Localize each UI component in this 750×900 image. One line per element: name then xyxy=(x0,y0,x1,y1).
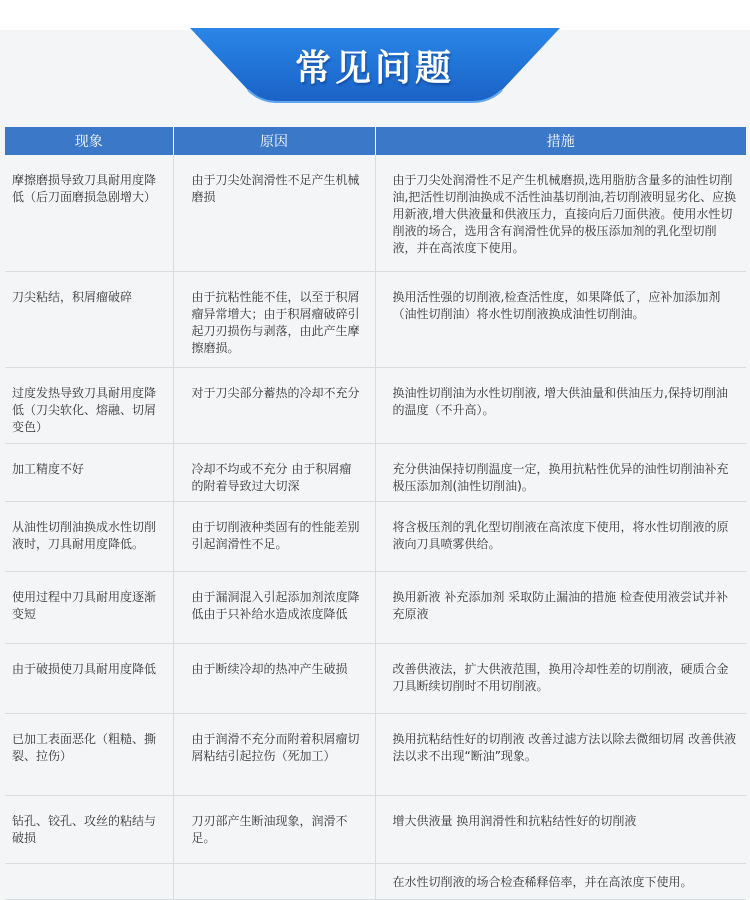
table-row xyxy=(5,571,746,643)
table-row xyxy=(5,795,746,863)
measure-cell: 换用活性强的切削液,检查活性度，如果降低了，应补加添加剂（油性切削油）将水性切削液换成油性切削油。 xyxy=(375,271,746,367)
phenomenon-cell: 加工精度不好 xyxy=(5,443,173,501)
measure-cell: 换用抗粘结性好的切削液 改善过滤方法以除去微细切屑 改善供液法以求不出现“断油”现象。 xyxy=(375,713,746,795)
measure-cell: 改善供液法，扩大供液范围，换用冷却性差的切削液，硬质合金刀具断续切削时不用切削液。 xyxy=(375,643,746,713)
cause-cell xyxy=(173,863,375,899)
table-row xyxy=(5,643,746,713)
measure-cell: 换用新液 补充添加剂 采取防止漏油的措施 检查使用液尝试并补充原液 xyxy=(375,571,746,643)
cause-cell: 由于刀尖处润滑性不足产生机械磨损 xyxy=(173,155,375,271)
measure-cell: 换油性切削油为水性切削液, 增大供油量和供油压力,保持切削油的温度（不升高）。 xyxy=(375,367,746,443)
title-banner xyxy=(190,28,560,110)
cause-cell: 由于抗粘性能不佳，以至于积屑瘤异常增大；由于积屑瘤破碎引起刀刃损伤与剥落，由此产生摩擦磨损。 xyxy=(173,271,375,367)
cause-cell: 由于润滑不充分而附着积屑瘤切屑粘结引起拉伤（死加工） xyxy=(173,713,375,795)
phenomenon-cell: 使用过程中刀具耐用度逐渐变短 xyxy=(5,571,173,643)
table-row xyxy=(5,443,746,501)
table-row xyxy=(5,367,746,443)
page-title: 常见问题 xyxy=(294,48,455,89)
phenomenon-cell: 已加工表面恶化（粗糙、撕裂、拉伤） xyxy=(5,713,173,795)
table-row xyxy=(5,863,746,899)
column-header-phenomenon: 现象 xyxy=(5,127,173,155)
table-row xyxy=(5,501,746,571)
measure-cell: 充分供油保持切削温度一定，换用抗粘性优异的油性切削油补充极压添加剂(油性切削油)。 xyxy=(375,443,746,501)
measure-cell: 将含极压剂的乳化型切削液在高浓度下使用，将水性切削液的原液向刀具喷雾供给。 xyxy=(375,501,746,571)
cause-cell: 冷却不均或不充分 由于积屑瘤的附着导致过大切深 xyxy=(173,443,375,501)
table-row xyxy=(5,271,746,367)
table-header-row xyxy=(5,127,746,155)
cause-cell: 对于刀尖部分蓄热的冷却不充分 xyxy=(173,367,375,443)
measure-cell: 在水性切削液的场合检查稀释倍率，并在高浓度下使用。 xyxy=(375,863,746,899)
phenomenon-cell: 钻孔、铰孔、攻丝的粘结与破损 xyxy=(5,795,173,863)
cause-cell: 由于切削液种类固有的性能差别引起润滑性不足。 xyxy=(173,501,375,571)
phenomenon-cell: 刀尖粘结，积屑瘤破碎 xyxy=(5,271,173,367)
measure-cell: 增大供液量 换用润滑性和抗粘结性好的切削液 xyxy=(375,795,746,863)
faq-table xyxy=(5,127,746,900)
column-header-measure: 措施 xyxy=(375,127,746,155)
phenomenon-cell: 过度发热导致刀具耐用度降低（刀尖软化、熔融、切屑变色） xyxy=(5,367,173,443)
cause-cell: 由于断续冷却的热冲产生破损 xyxy=(173,643,375,713)
table-row xyxy=(5,713,746,795)
top-white-strip xyxy=(0,0,750,30)
table-row xyxy=(5,155,746,271)
cause-cell: 由于漏洞混入引起添加剂浓度降低由于只补给水造成浓度降低 xyxy=(173,571,375,643)
cause-cell: 刀刃部产生断油现象，润滑不足。 xyxy=(173,795,375,863)
phenomenon-cell: 从油性切削油换成水性切削液时，刀具耐用度降低。 xyxy=(5,501,173,571)
measure-cell: 由于刀尖处润滑性不足产生机械磨损,选用脂肪含量多的油性切削油,把活性切削油换成不活性油基切削油,若切削液明显劣化、应换用新液,增大供液量和供液压力，直接向后刀面供液。使用水性切削液的场合，选用含有润滑性优异的极压添加剂的乳化型切削液，并在高浓度下使用。 xyxy=(375,155,746,271)
phenomenon-cell: 摩擦磨损导致刀具耐用度降低（后刀面磨损急剧增大） xyxy=(5,155,173,271)
phenomenon-cell: 由于破损使刀具耐用度降低 xyxy=(5,643,173,713)
column-header-cause: 原因 xyxy=(173,127,375,155)
phenomenon-cell xyxy=(5,863,173,899)
